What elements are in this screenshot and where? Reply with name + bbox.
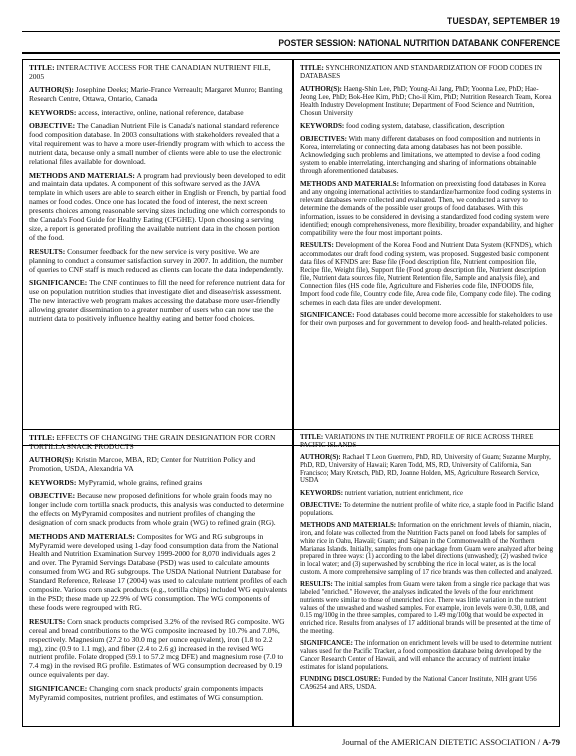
- header-date: TUESDAY, SEPTEMBER 19: [447, 16, 560, 26]
- methods-label: METHODS AND MATERIALS:: [29, 531, 135, 541]
- authors-para: [300, 454, 554, 485]
- significance-label: SIGNIFICANCE:: [300, 311, 355, 320]
- significance-para: [29, 685, 287, 703]
- authors-label: AUTHOR(S):: [300, 84, 342, 93]
- keywords-para: [29, 479, 287, 488]
- significance-label: SIGNIFICANCE:: [29, 683, 88, 693]
- methods-text: Composites for WG and RG subgroups in MyPyramid were developed using 1-day food consumption data from the National Health and Nutrition Examination Survey 1999-2000 for 8,070 individuals ages 2 and over. The Pyramid Servings Database (PSD) was used to calculate amounts consumed from WG and RG subgroups. The USDA National Nutrient Database for Standard Reference, Release 17 (2004) was used to calculate nutrient profiles of each composite. Various corn snack products (e.g., tortilla chips) included WG equivalents in the PSD; these made up 22.9% of WG consumption. The WG components of these foods were regrouped with RG.: [29, 531, 287, 613]
- objective-text: Because new proposed definitions for whole grain foods may no longer include corn tortilla snack products, this analysis was conducted to determine the effects on MyPyramid composites and nutrient profiles of changing the designation of corn snack products from whole grain (WG) to refined grain (RG).: [29, 491, 284, 528]
- methods-para: [300, 180, 554, 237]
- authors-label: AUTHOR(S):: [29, 85, 74, 95]
- results-label: RESULTS:: [300, 581, 333, 589]
- methods-label: METHODS AND MATERIALS:: [300, 522, 397, 530]
- authors-label: AUTHOR(S):: [29, 455, 74, 465]
- results-label: RESULTS:: [29, 616, 66, 626]
- objective-label: OBJECTIVE:: [29, 121, 76, 131]
- methods-text: A program had previously been developed to edit and maintain data updates. A component of this software served as the JAVA template in which users are able to search either in English or French, by partial food names or food codes. Once one has located the food of interest, the next screen presents choices among reasonable serving sizes including one which corresponds to the Canada's Food Guide for Healthy Eating (CFGHE). Upon choosing a serving size, a report is generated profiling the available nutrient data in the chosen portion of the food.: [29, 170, 286, 243]
- objectives-text: With many different databases on food composition and nutrients in Korea, interrelating or connecting data among databases has not been possible. Acknowledging such problems and limitations, we attempted to devise a food coding system to enable interrelating, interchanging and sharing of informations obtainable through aforementioned databases.: [300, 134, 541, 176]
- significance-para: [300, 311, 554, 327]
- abstract-korea-food-codes: [300, 64, 554, 428]
- keywords-label: KEYWORDS:: [29, 107, 77, 117]
- objectives-para: [300, 135, 554, 176]
- abstract-title-para: [300, 434, 554, 450]
- keywords-para: [300, 490, 554, 498]
- methods-text: Information on preexisting food databases in Korea and any ongoing international activities to standardize/harmonize food coding systems in relevant databases were collected and evaluated. Then, we conducted a survey to determine the demands of the possible user groups of food databases. With this information, issues to be considered in devising a standardized food coding system were identified; enough comprehensiveness, more flexibility, broader expandability, and higher compatibility were the four most important points.: [300, 179, 554, 237]
- page-footer: [342, 737, 560, 747]
- title-label: TITLE:: [300, 64, 324, 72]
- objective-para: [300, 502, 554, 518]
- objective-label: OBJECTIVE:: [300, 502, 342, 510]
- objective-label: OBJECTIVE:: [29, 491, 76, 501]
- results-para: [29, 248, 287, 275]
- header-rule-bottom: [22, 52, 560, 54]
- significance-text: Food databases could become more accessible for stakeholders to use for their own purposes and for government to develop food- and health-related policies.: [300, 311, 553, 328]
- session-title: POSTER SESSION: NATIONAL NUTRITION DATABANK CONFERENCE: [278, 38, 560, 48]
- results-text: Development of the Korea Food and Nutrient Data System (KFNDS), which accommodates our draft food coding system, was proposed. Suggested basic component data files of KFNDS are: Base file (Food description file, Nutrient composition file, Recipe file, Weight file), Support file (Food group description file, Nutrient description file, Nutrient data sources file, Nutrient Retention file, Sample and analysis file), and Connection files (HS code file, Agriculture and Fisheries code file, INFOODS file, Import food code file, Country code file, Area code file, Company code file). The coding schemes in each data files are under development.: [300, 241, 552, 307]
- authors-label: AUTHOR(S):: [300, 454, 341, 462]
- authors-para: [29, 86, 287, 104]
- significance-text: The information on enrichment levels will be used to determine nutrient values used for the Pacific Tracker, a food composition database being developed by the Cancer Research Center of Hawaii, and will enhance the accuracy of nutrient intake estimates for island populations.: [300, 640, 552, 671]
- significance-label: SIGNIFICANCE:: [29, 278, 88, 288]
- keywords-para: [29, 109, 287, 118]
- methods-para: [29, 533, 287, 614]
- funding-text: Funded by the National Cancer Institute, NIH grant U56 CA96254 and ARS, USDA.: [300, 676, 537, 691]
- title-label: TITLE:: [300, 434, 324, 441]
- keywords-text: MyPyramid, whole grains, refined grains: [78, 477, 203, 487]
- authors-text: Rachael T Leon Guerrero, PhD, RD, University of Guam; Suzanne Murphy, PhD, RD, University of Hawaii; Karen Todd, MS, RD, University of California, San Francisco; Mary Kretsch, PhD, RD, Joanne Holden, MS, Agriculture Research Service, USDA: [300, 454, 551, 485]
- authors-para: [300, 85, 554, 118]
- results-para: [300, 581, 554, 636]
- significance-para: [29, 279, 287, 324]
- abstract-rice-nutrient-profile: [300, 434, 554, 724]
- results-label: RESULTS:: [29, 246, 66, 256]
- keywords-text: access, interactive, online, national reference, database: [78, 107, 244, 117]
- results-para: [29, 618, 287, 681]
- page-number: A-79: [542, 737, 560, 747]
- abstract-title-para: [29, 64, 287, 82]
- methods-para: [29, 172, 287, 244]
- objective-para: [29, 492, 287, 528]
- objective-text: The Canadian Nutrient File is Canada's national standard reference food composition database. In 2003 consultations with stakeholders revealed that a vital requirement was to have a more user-friendly program with which to access the nutrient data, because only a small number of clients were able to use the electronic relational files available for download.: [29, 121, 285, 167]
- authors-text: Josephine Deeks; Marie-France Verreault; Margaret Munro; Banting Research Centre, Ottawa, Ontario, Canada: [29, 85, 283, 104]
- keywords-para: [300, 122, 554, 130]
- methods-label: METHODS AND MATERIALS:: [300, 179, 399, 188]
- methods-label: METHODS AND MATERIALS:: [29, 170, 135, 180]
- significance-text: The CNF continues to fill the need for reference nutrient data for use on population nutrition studies that investigate diet and disease/risk assessment. The new interactive web program makes accessing the database more user-friendly allowing greater dissemination to a greater number of users who can now use the nutrient data to positively influence healthy eating and better food choices.: [29, 278, 285, 323]
- methods-text: Information on the enrichment levels of thiamin, niacin, iron, and folate was collected from the Nutrition Facts panel on food labels for samples of white rice in Oahu, Hawaii; Guam; and Saipan in the Commonwealth of the Northern Marianas Islands. Initially, samples from one package from Guam were analyzed after being prepared in three ways: (1) according to the label directions (unwashed); (2) washed twice in local water; and (3) superwashed by scrubbing the rice in local water, as is the local custom. A more comprehensive sampling of 17 rice brands was then collected and analyzed.: [300, 522, 554, 576]
- abstract-title-para: [29, 434, 287, 452]
- authors-text: Haeng-Shin Lee, PhD; Young-Ai Jang, PhD; Yoonna Lee, PhD; Hae-Jeong Lee, PhD; Bok-Hee Kim, PhD; Cho-il Kim, PhD; Nutrition Research Team, Korea Health Industry Development Institute; Department of Food Science and Nutrition, Chosun University: [300, 84, 552, 118]
- results-label: RESULTS:: [300, 241, 334, 250]
- abstract-corn-tortilla-grain: [29, 434, 287, 724]
- journal-name: Journal of the AMERICAN DIETETIC ASSOCIATION /: [342, 737, 543, 747]
- title-label: TITLE:: [29, 64, 55, 72]
- significance-text: Changing corn snack products' grain components impacts MyPyramid composites, nutrient profiles, and estimates of WG consumption.: [29, 683, 264, 702]
- abstract-canadian-nutrient-file: [29, 64, 287, 428]
- keywords-label: KEYWORDS:: [29, 477, 77, 487]
- abstract-title-para: [300, 64, 554, 80]
- results-para: [300, 241, 554, 306]
- abstract-title: VARIATIONS IN THE NUTRIENT PROFILE OF RICE ACROSS THREE PACIFIC ISLANDS: [300, 434, 534, 449]
- abstract-title: EFFECTS OF CHANGING THE GRAIN DESIGNATION FOR CORN TORTILLA SNACK PRODUCTS: [29, 434, 276, 451]
- keywords-label: KEYWORDS:: [300, 489, 343, 497]
- methods-para: [300, 522, 554, 577]
- results-text: Consumer feedback for the new service is very positive. We are planning to conduct a consumer satisfaction survey in 2007. In addition, the number of queries to CNF staff is much reduced as clients can locate the data independently.: [29, 246, 284, 274]
- results-text: The initial samples from Guam were taken from a single rice package that was labeled "enriched." However, the analyses indicated the levels of the four enrichment nutrients were similar to those of unenriched rice. There was little variation in the nutrient values of the unwashed and washed samples. For example, iron levels were 0.30, 0.08, and 0.15 mg/100g in the three samples, compared to 1.49 mg/100g that would be expected in enriched rice. Results from analyses of 17 additional brands will be presented at the time of the meeting.: [300, 581, 551, 636]
- results-text: Corn snack products comprised 3.2% of the revised RG composite. WG cereal and bread contributions to the WG composite increased by 10.7% and 7.0%, respectively. Magnesium (27.2 to 30.0 mg per ounce equivalent), iron (1.8 to 2.2 mg), zinc (0.9 to 1.1 mg), and fiber (2.4 to 2.6 g) increased in the revised WG nutrient profile. Folate dropped (59.1 to 57.2 mcg DFE) and magnesium rose (7.0 to 7.4 mg) in the revised RG profile. Estimates of WG consumption decreased by 0.19 ounce equivalents per day.: [29, 616, 285, 680]
- authors-para: [29, 456, 287, 474]
- significance-para: [300, 640, 554, 671]
- authors-text: Kristin Marcoe, MBA, RD; Center for Nutrition Policy and Promotion, USDA, Alexandria VA: [29, 455, 256, 474]
- objectives-label: OBJECTIVES:: [300, 134, 347, 143]
- significance-label: SIGNIFICANCE:: [300, 640, 353, 648]
- abstract-title: INTERACTIVE ACCESS FOR THE CANADIAN NUTRIENT FILE, 2005: [29, 64, 271, 81]
- funding-label: FUNDING DISCLOSURE:: [300, 676, 381, 684]
- keywords-label: KEYWORDS:: [300, 121, 345, 130]
- objective-para: [29, 122, 287, 167]
- title-label: TITLE:: [29, 434, 55, 442]
- keywords-text: food coding system, database, classification, description: [346, 121, 505, 130]
- header-rule-top: [22, 31, 560, 32]
- funding-para: [300, 676, 554, 692]
- keywords-text: nutrient variation, nutrient enrichment, rice: [344, 489, 463, 497]
- abstract-title: SYNCHRONIZATION AND STANDARDIZATION OF FOOD CODES IN DATABASES: [300, 64, 542, 81]
- objective-text: To determine the nutrient profile of white rice, a staple food in Pacific Island populations.: [300, 502, 554, 517]
